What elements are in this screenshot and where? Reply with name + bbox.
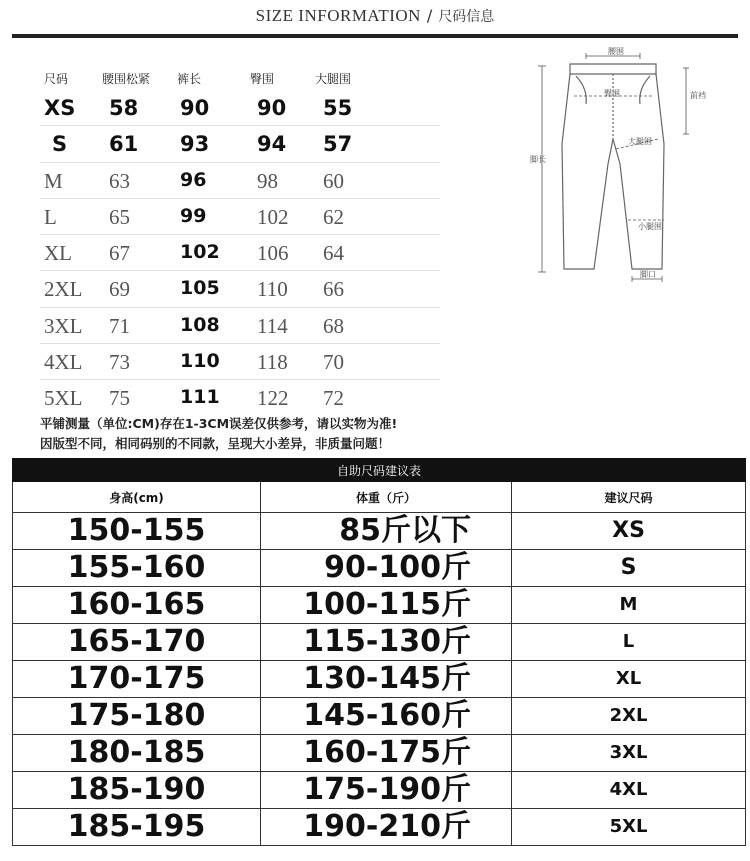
length-cell: 93	[180, 132, 210, 157]
table-row	[13, 661, 746, 698]
style-difference-note: 因版型不同，相同码别的不同款，呈现大小差异，非质量问题！	[40, 436, 391, 451]
col-length: 裤长	[177, 72, 202, 86]
size-cell: 4XL	[44, 350, 83, 375]
thigh-cell: 64	[323, 241, 344, 266]
size-table-header	[40, 62, 440, 90]
weight-cell: 90-100斤	[261, 550, 512, 587]
waist-cell: 61	[109, 132, 139, 157]
weight-cell: 100-115斤	[261, 587, 512, 624]
calf-label: 小腿围	[638, 222, 662, 231]
waist-cell: 69	[109, 277, 130, 302]
table-row	[13, 772, 746, 809]
col-height: 身高(cm)	[13, 482, 261, 513]
size-cell: L	[44, 204, 57, 229]
table-row	[40, 90, 440, 126]
hem-label: 脚口	[640, 270, 656, 279]
weight-cell: 160-175斤	[261, 735, 512, 772]
table-row	[13, 587, 746, 624]
thigh-cell: 60	[323, 168, 344, 193]
size-cell: S	[512, 550, 746, 587]
size-cell: 5XL	[512, 809, 746, 846]
table-row	[40, 235, 440, 271]
col-waist: 腰围松紧	[102, 72, 151, 86]
hip-cell: 118	[257, 350, 288, 375]
size-cell: 3XL	[512, 735, 746, 772]
length-cell: 90	[180, 96, 210, 120]
length-cell: 108	[180, 313, 220, 336]
size-cell: 2XL	[512, 698, 746, 735]
thigh-label: 大腿围	[628, 137, 652, 146]
thigh-cell: 55	[323, 96, 353, 120]
col-thigh: 大腿围	[315, 72, 352, 86]
height-cell: 185-195	[13, 809, 261, 846]
waist-cell: 73	[109, 350, 130, 375]
size-cell: M	[512, 587, 746, 624]
recommendation-title: 自助尺码建议表	[13, 459, 746, 482]
size-cell: L	[512, 624, 746, 661]
size-cell: 3XL	[44, 313, 83, 338]
hip-cell: 122	[257, 386, 289, 411]
waist-cell: 63	[109, 168, 130, 193]
size-cell: S	[52, 132, 68, 157]
height-cell: 155-160	[13, 550, 261, 587]
col-suggested-size: 建议尺码	[512, 482, 746, 513]
height-cell: 185-190	[13, 772, 261, 809]
thigh-cell: 72	[323, 386, 344, 411]
header-divider	[12, 34, 738, 38]
size-cell: 2XL	[44, 277, 83, 302]
length-label: 脚长	[530, 155, 546, 164]
waist-cell: 67	[109, 241, 130, 266]
table-row	[40, 199, 440, 235]
table-row	[13, 513, 746, 550]
weight-cell: 175-190斤	[261, 772, 512, 809]
height-cell: 170-175	[13, 661, 261, 698]
size-table	[40, 62, 440, 416]
table-row	[13, 809, 746, 846]
pants-diagram	[528, 44, 718, 284]
hip-cell: 114	[257, 313, 288, 338]
height-cell: 160-165	[13, 587, 261, 624]
length-cell: 105	[180, 277, 220, 300]
table-row	[40, 344, 440, 380]
hip-cell: 106	[257, 241, 289, 266]
recommendation-header-row	[13, 482, 746, 513]
measurement-note: 平铺测量（单位:CM)存在1-3CM误差仅供参考，请以实物为准!	[40, 416, 398, 431]
pants-outline-image	[528, 44, 718, 284]
thigh-cell: 70	[323, 350, 344, 375]
size-cell: XS	[44, 96, 76, 120]
size-cell: XL	[512, 661, 746, 698]
thigh-cell: 57	[323, 132, 353, 157]
length-cell: 110	[180, 350, 220, 373]
table-row	[40, 163, 440, 199]
table-row	[13, 550, 746, 587]
table-row	[40, 271, 440, 307]
size-cell: XS	[512, 513, 746, 550]
title-chinese: 尺码信息	[438, 9, 495, 25]
length-cell: 111	[180, 386, 220, 409]
title-english: SIZE INFORMATION	[255, 6, 421, 25]
col-weight: 体重（斤）	[261, 482, 512, 513]
length-cell: 96	[180, 168, 207, 191]
hip-cell: 90	[257, 96, 287, 120]
size-recommendation-table	[12, 458, 746, 846]
weight-cell: 130-145斤	[261, 661, 512, 698]
table-row	[40, 380, 440, 415]
length-cell: 99	[180, 204, 207, 227]
hip-cell: 110	[257, 277, 288, 302]
waist-cell: 71	[109, 313, 130, 338]
height-cell: 165-170	[13, 624, 261, 661]
table-row	[13, 698, 746, 735]
title-separator: /	[426, 6, 433, 25]
weight-cell: 85斤以下	[261, 513, 512, 550]
table-row	[13, 735, 746, 772]
hip-cell: 94	[257, 132, 287, 157]
page-header	[0, 6, 750, 26]
height-cell: 150-155	[13, 513, 261, 550]
thigh-cell: 62	[323, 204, 344, 229]
front-rise-label: 前裆	[690, 91, 706, 100]
table-row	[40, 126, 440, 162]
hip-label: 臀围	[604, 89, 620, 98]
waist-cell: 58	[109, 96, 139, 120]
hip-cell: 98	[257, 168, 278, 193]
thigh-cell: 66	[323, 277, 344, 302]
size-cell: 5XL	[44, 386, 83, 411]
weight-cell: 190-210斤	[261, 809, 512, 846]
weight-cell: 115-130斤	[261, 624, 512, 661]
table-row	[13, 624, 746, 661]
thigh-cell: 68	[323, 313, 344, 338]
height-cell: 180-185	[13, 735, 261, 772]
waist-cell: 65	[109, 204, 130, 229]
length-cell: 102	[180, 241, 220, 264]
size-cell: 4XL	[512, 772, 746, 809]
waist-label: 腰围	[608, 47, 624, 56]
weight-cell: 145-160斤	[261, 698, 512, 735]
col-hip: 臀围	[250, 72, 275, 86]
col-size: 尺码	[44, 72, 69, 86]
table-row	[40, 308, 440, 344]
recommendation-title-row	[13, 459, 746, 482]
waist-cell: 75	[109, 386, 130, 411]
size-cell: M	[44, 168, 63, 193]
hip-cell: 102	[257, 204, 289, 229]
height-cell: 175-180	[13, 698, 261, 735]
size-cell: XL	[44, 241, 72, 266]
